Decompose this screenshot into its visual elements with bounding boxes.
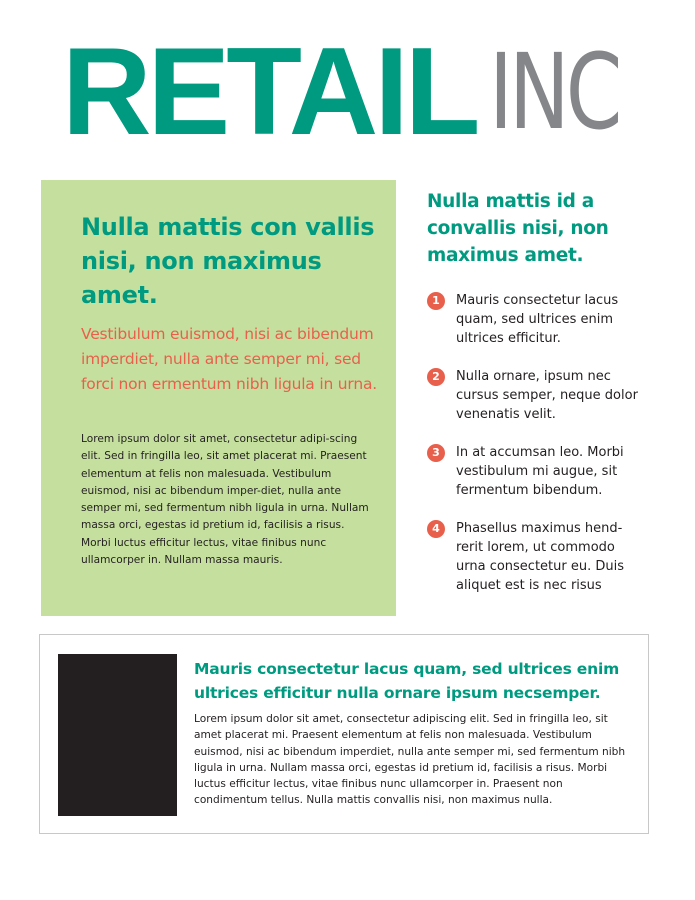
- sidebar-heading: Nulla mattis id a convallis nisi, non maximus amet.: [427, 191, 609, 266]
- feature-heading: Nulla mattis con vallis nisi, non maximus amet.: [81, 213, 375, 309]
- image-placeholder: [58, 654, 177, 816]
- list-item: [427, 367, 667, 443]
- number-badge: 4: [427, 520, 445, 538]
- feature-panel: [41, 180, 396, 616]
- logo: [62, 23, 642, 161]
- list-item-text: Phasellus maximus hend-rerit lorem, ut commodo urna consectetur eu. Duis aliquet est is nec risus: [456, 521, 624, 593]
- list-item: [427, 291, 667, 367]
- number-badge: 1: [427, 292, 445, 310]
- footer-body-text: Lorem ipsum dolor sit amet, consectetur adipiscing elit. Sed in fringilla leo, sit amet placerat mi. Praesent elementum at felis non malesuada. Vestibulum euismod, nisi ac bibendum imperdiet, nulla ante semper mi, sed fermentum nibh ligula in urna. Nullam massa orci, egestas id pretium id, facilisis a risus. Morbi luctus efficitur lectus, vitae finibus nunc ullamcorper in. Praesent non condimentum tellus. Nulla mattis convallis nisi, non maximus nulla.: [194, 713, 626, 807]
- footer-panel: [39, 634, 649, 834]
- list-item-text: Mauris consectetur lacus quam, sed ultrices enim ultrices efficitur.: [456, 293, 619, 346]
- list-item-text: In at accumsan leo. Morbi vestibulum mi augue, sit fermentum bibendum.: [456, 445, 624, 498]
- footer-heading: Mauris consectetur lacus quam, sed ultrices enim ultrices efficitur nulla ornare ipsum necsemper.: [194, 660, 620, 702]
- list-item-text: Nulla ornare, ipsum nec cursus semper, neque dolor venenatis velit.: [456, 369, 638, 422]
- sidebar-column: [427, 188, 667, 593]
- number-badge: 2: [427, 368, 445, 386]
- feature-subheading: Vestibulum euismod, nisi ac bibendum imperdiet, nulla ante semper mi, sed forci non ermentum nibh ligula in urna.: [81, 325, 377, 393]
- feature-body-text: Lorem ipsum dolor sit amet, consectetur adipi-scing elit. Sed in fringilla leo, sit amet placerat mi. Praesent elementum at felis non malesuada. Vestibulum euismod, nisi ac bibendum imper-diet, nulla ante semper mi, sed fermentum nibh ligula in urna. Nullam massa orci, egestas id pretium id, facilisis a risus. Morbi luctus efficitur lectus, vitae finibus nunc ullamcorper in. Nullam massa mauris.: [81, 433, 369, 567]
- list-item: [427, 519, 667, 595]
- number-badge: 3: [427, 444, 445, 462]
- numbered-list: [427, 291, 667, 595]
- logo-inc-text: INC: [488, 31, 619, 153]
- list-item: [427, 443, 667, 519]
- logo-retail-text: RETAIL: [62, 23, 477, 161]
